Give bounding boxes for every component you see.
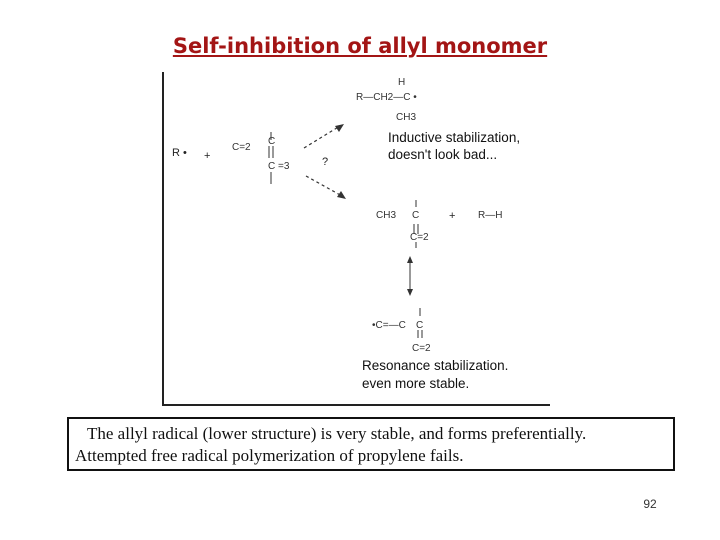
reaction-diagram	[162, 72, 550, 406]
monomer-top-group: C=2	[232, 142, 251, 153]
plus-sign-1: +	[204, 150, 211, 162]
reaction-diagram-svg	[164, 72, 550, 404]
reaction-arrow-up	[304, 124, 344, 148]
inductive-note-line2: doesn't look bad...	[388, 147, 498, 162]
monomer-c1: C	[268, 136, 276, 147]
monomer-c2: C	[268, 161, 276, 172]
inductive-note-line1: Inductive stabilization,	[388, 130, 521, 145]
slide-title: Self-inhibition of allyl monomer	[172, 34, 548, 58]
product-top-ch3: CH3	[396, 112, 417, 123]
product-top-chain: R—CH2—C •	[356, 92, 417, 103]
question-mark: ?	[322, 156, 329, 168]
resonance-note-line1: Resonance stabilization.	[362, 358, 509, 373]
product-mid-ch2: C=2	[410, 232, 429, 243]
resonance-arrow	[407, 256, 413, 296]
product-mid-c: C	[412, 210, 420, 221]
monomer-ch3: =3	[278, 161, 290, 172]
resonance-center-c: C	[416, 320, 424, 331]
product-mid-ch3: CH3	[376, 210, 397, 221]
resonance-left-group: •C=—C	[372, 320, 406, 331]
caption-line-1: The allyl radical (lower structure) is very stable, and forms preferentially.	[87, 424, 587, 443]
page-number: 92	[643, 497, 657, 511]
resonance-note-line2: even more stable.	[362, 376, 470, 391]
caption-line-2: Attempted free radical polymerization of propylene fails.	[75, 446, 464, 465]
plus-sign-2: +	[449, 210, 456, 222]
reaction-arrow-down	[306, 176, 346, 199]
resonance-bottom-group: C=2	[412, 343, 431, 354]
product-top-h: H	[398, 77, 406, 88]
product-mid-rh: R—H	[478, 210, 503, 221]
reactant-radical: R •	[172, 147, 187, 159]
caption-box	[67, 417, 675, 471]
